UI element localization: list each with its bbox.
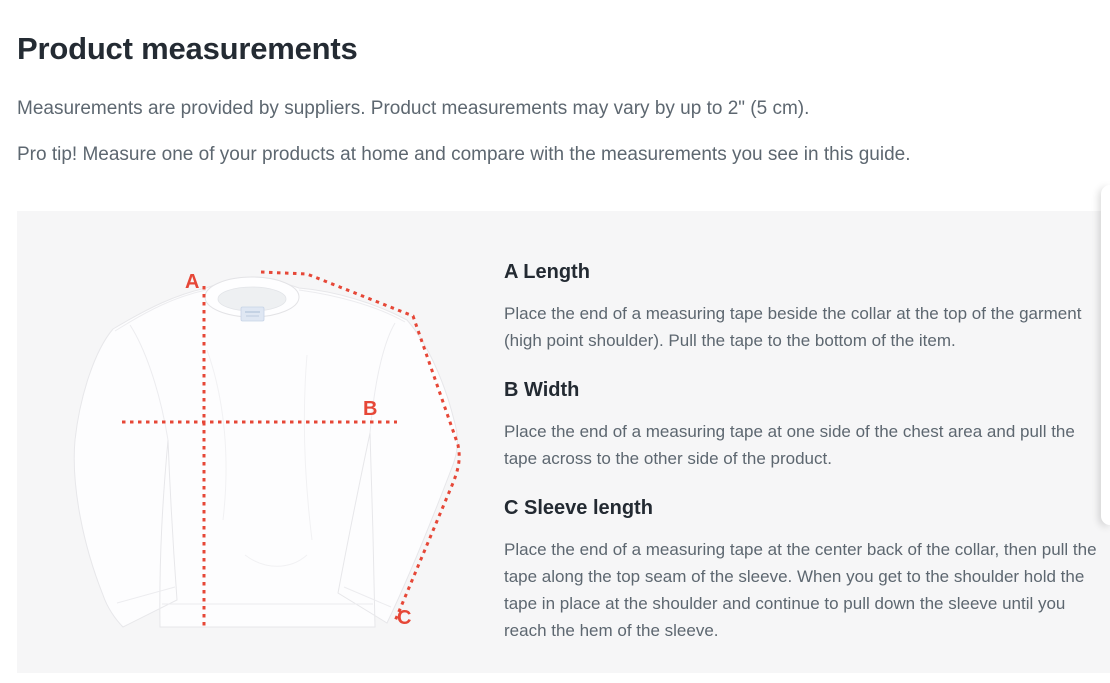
- section-heading-length: A Length: [504, 261, 590, 283]
- section-heading-width: B Width: [504, 379, 580, 401]
- section-body-length: Place the end of a measuring tape beside the collar at the top of the garment (high point shoulder). Pull the tape to the bottom of the item.: [504, 304, 1082, 350]
- page-title: Product measurements: [17, 31, 358, 66]
- measurement-guide-panel: [17, 211, 1110, 673]
- section-heading-sleeve-length: C Sleeve length: [504, 497, 653, 519]
- section-body-sleeve-length: Place the end of a measuring tape at the center back of the collar, then pull the tape along the top seam of the sleeve. When you get to the shoulder hold the tape in place at the shoulder and continue to pull down the sleeve until you reach the hem of the sleeve.: [504, 540, 1097, 640]
- label-b: B: [363, 398, 378, 420]
- section-body-width: Place the end of a measuring tape at one side of the chest area and pull the tape across to the other side of the product.: [504, 422, 1075, 468]
- sweatshirt-diagram: [55, 255, 485, 655]
- edge-scroll-handle[interactable]: [1101, 185, 1110, 525]
- intro-note: Measurements are provided by suppliers. Product measurements may vary by up to 2" (5 cm).: [17, 98, 810, 119]
- intro-tip: Pro tip! Measure one of your products at home and compare with the measurements you see in this guide.: [17, 144, 911, 165]
- collar-tag: [241, 307, 264, 321]
- label-c: C: [397, 607, 412, 629]
- label-a: A: [185, 271, 200, 293]
- sweatshirt-illustration: [55, 255, 485, 655]
- measurement-instructions: [504, 260, 1104, 668]
- sweatshirt-body: [74, 280, 457, 627]
